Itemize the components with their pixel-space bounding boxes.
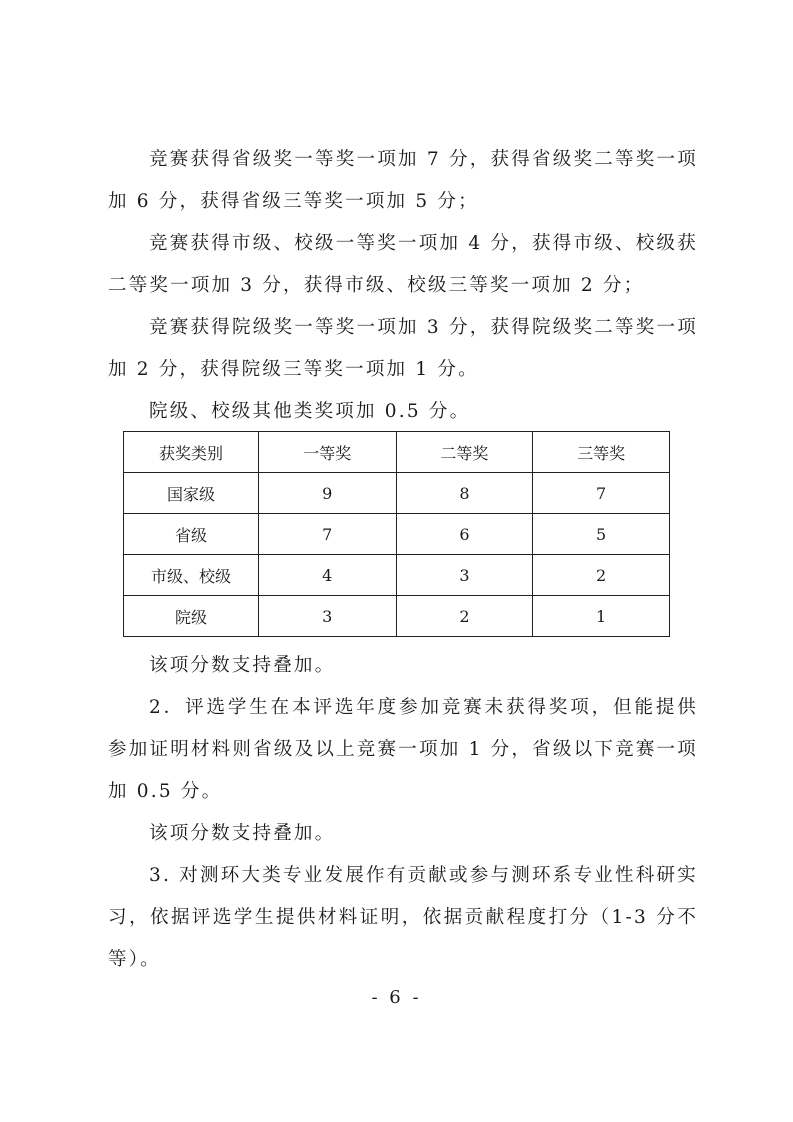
table-cell: 8 bbox=[396, 473, 533, 514]
paragraph-provincial-awards: 竞赛获得省级奖一等奖一项加 7 分，获得省级奖二等奖一项加 6 分，获得省级三等奖一项加 5 分； bbox=[108, 149, 698, 212]
table-cell: 院级 bbox=[124, 596, 259, 637]
table-row bbox=[124, 473, 670, 514]
paragraph-participation-rule: 2．评选学生在本评选年度参加竞赛未获得奖项，但能提供参加证明材料则省级及以上竞赛一项加 1 分，省级以下竞赛一项加 0.5 分。 bbox=[108, 697, 698, 802]
table-row bbox=[124, 596, 670, 637]
table-cell: 5 bbox=[533, 514, 670, 555]
table-row bbox=[124, 555, 670, 596]
table-cell: 7 bbox=[258, 514, 396, 555]
table-header-cell: 获奖类别 bbox=[124, 432, 259, 473]
paragraph-college-awards: 竞赛获得院级奖一等奖一项加 3 分，获得院级奖二等奖一项加 2 分，获得院级三等奖一项加 1 分。 bbox=[108, 317, 698, 380]
paragraph-other-awards: 院级、校级其他类奖项加 0.5 分。 bbox=[149, 401, 471, 422]
paragraph-stacking-note: 该项分数支持叠加。 bbox=[149, 655, 336, 676]
award-score-table bbox=[123, 431, 670, 637]
table-row bbox=[124, 514, 670, 555]
table-header-cell: 三等奖 bbox=[533, 432, 670, 473]
table-cell: 6 bbox=[396, 514, 533, 555]
table-header-row bbox=[124, 432, 670, 473]
table-cell: 2 bbox=[533, 555, 670, 596]
table-header-cell: 一等奖 bbox=[258, 432, 396, 473]
paragraph-city-school-awards: 竞赛获得市级、校级一等奖一项加 4 分，获得市级、校级获二等奖一项加 3 分，获得市级、校级三等奖一项加 2 分； bbox=[108, 233, 698, 296]
table-cell: 2 bbox=[396, 596, 533, 637]
table-cell: 4 bbox=[258, 555, 396, 596]
table-cell: 7 bbox=[533, 473, 670, 514]
table-cell: 9 bbox=[258, 473, 396, 514]
table-cell: 3 bbox=[396, 555, 533, 596]
table-cell: 省级 bbox=[124, 514, 259, 555]
table-cell: 市级、校级 bbox=[124, 555, 259, 596]
table-cell: 3 bbox=[258, 596, 396, 637]
table-cell: 国家级 bbox=[124, 473, 259, 514]
paragraph-stacking-note: 该项分数支持叠加。 bbox=[149, 823, 336, 844]
page-number: - 6 - bbox=[371, 987, 422, 1008]
table-cell: 1 bbox=[533, 596, 670, 637]
paragraph-contribution-rule: 3. 对测环大类专业发展作有贡献或参与测环系专业性科研实习，依据评选学生提供材料证明，依据贡献程度打分（1-3 分不等）。 bbox=[108, 865, 698, 970]
table-header-cell: 二等奖 bbox=[396, 432, 533, 473]
